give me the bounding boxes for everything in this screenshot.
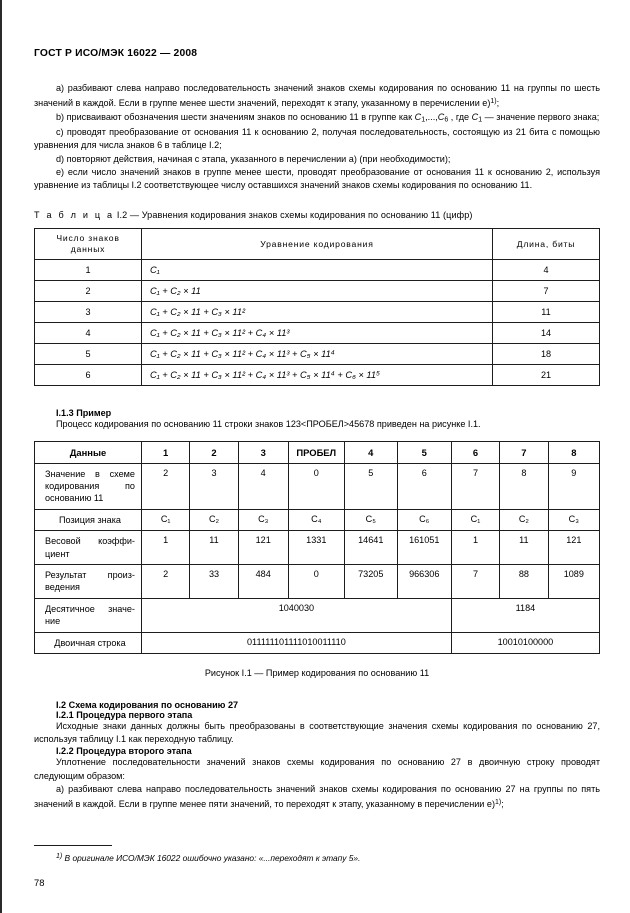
- figure-row-value-cell: 0: [288, 463, 344, 509]
- figure-row-position-cell: C₆: [397, 509, 451, 530]
- list-item-b-pre: b) присваивают обозначения шести значениям знаков по основанию 11 в группе как: [56, 111, 415, 122]
- figure-row-weight-cell: 11: [500, 531, 548, 565]
- table-row: [35, 365, 600, 386]
- footnote-ref-1: 1): [490, 98, 497, 106]
- list-item-c: c) проводят преобразование от основания 11 к основанию 2, получая последовательность, состоящую из 21 бита с помощью уравнения для числа знаков 6 в таблице I.2;: [34, 127, 600, 151]
- figure-row-value-cell: 8: [500, 463, 548, 509]
- list-item-a: [34, 82, 600, 111]
- figure-row-product-cell: 88: [500, 564, 548, 598]
- figure-row-weight-cell: 1: [451, 531, 499, 565]
- table-i2-cell-count: 2: [35, 281, 142, 302]
- table-i2-body: [35, 260, 600, 386]
- table-i2-head: [35, 229, 600, 260]
- list-item-b-tail: — значение первого знака;: [482, 111, 600, 122]
- figure-row-value-cell: 4: [238, 463, 288, 509]
- figure-row-decimal-label: Десятичное значе-ние: [35, 598, 142, 632]
- table-row: [35, 564, 600, 598]
- example-text: Процесс кодирования по основанию 11 строки знаков 123<ПРОБЕЛ>45678 приведен на рисунке I.1.: [56, 419, 481, 430]
- symbol-c6-sub: 6: [444, 116, 449, 124]
- heading-i13: I.1.3 Пример: [56, 408, 112, 419]
- footnote-text: В оригинале ИСО/МЭК 16022 ошибочно указано: «...переходят к этапу 5».: [62, 853, 361, 864]
- table-i2-cell-count: 5: [35, 344, 142, 365]
- figure-row-product-cell: 2: [141, 564, 189, 598]
- table-i2-cell-equation: C₁ + C₂ × 11 + C₃ × 11² + C₄ × 11³: [142, 323, 493, 344]
- figure-row-position-cell: C₂: [190, 509, 238, 530]
- table-i2: [34, 228, 600, 386]
- symbol-c6: C: [437, 111, 445, 122]
- table-row: [35, 344, 600, 365]
- figure-row-binary-label: Двоичная строка: [35, 632, 142, 653]
- figure-row-value-cell: 7: [451, 463, 499, 509]
- table-i2-cell-count: 1: [35, 260, 142, 281]
- figure-row-product-cell: 33: [190, 564, 238, 598]
- figure-row-product-cell: 7: [451, 564, 499, 598]
- table-i2-cell-equation: C₁: [142, 260, 493, 281]
- table-row: [35, 598, 600, 632]
- table-i2-header-row: [35, 229, 600, 260]
- figure-table-col-header: 7: [500, 441, 548, 463]
- figure-row-weight-cell: 14641: [344, 531, 397, 565]
- figure-row-position-cell: C₂: [500, 509, 548, 530]
- figure-table-header-row: [35, 441, 600, 463]
- section-i22-list-item-a: [34, 783, 600, 812]
- figure-row-binary-cell: 10010100000: [451, 632, 599, 653]
- table-i2-cell-equation: C₁ + C₂ × 11 + C₃ × 11²: [142, 302, 493, 323]
- figure-row-value-cell: 3: [190, 463, 238, 509]
- table-i2-cell-length: 21: [493, 365, 600, 386]
- table-row: [35, 302, 600, 323]
- figure-row-position-cell: C₃: [238, 509, 288, 530]
- heading-i22: I.2.2 Процедура второго этапа: [56, 746, 192, 757]
- figure-row-product-label: Результат произ-ведения: [35, 564, 142, 598]
- figure-table-col-header: 5: [397, 441, 451, 463]
- figure-row-position-cell: C₃: [548, 509, 599, 530]
- figure-i1-caption: Рисунок I.1 — Пример кодирования по основанию 11: [204, 667, 430, 678]
- figure-row-weight-cell: 11: [190, 531, 238, 565]
- table-i2-cell-length: 4: [493, 260, 600, 281]
- table-i2-cell-count: 3: [35, 302, 142, 323]
- figure-row-weight-cell: 1: [141, 531, 189, 565]
- page-content: [34, 0, 600, 888]
- figure-row-value-cell: 6: [397, 463, 451, 509]
- table-row: [35, 281, 600, 302]
- figure-table-body: [35, 463, 600, 653]
- example-section: [34, 408, 600, 431]
- section-i22-list-item-a-tail: ;: [501, 799, 504, 810]
- section-i21-text: Исходные знаки данных должны быть преобразованы в соответствующие значения схемы кодирования по основанию 27, используя таблицу I.1 как переходную таблицу.: [34, 720, 600, 745]
- list-item-b-mid: ,...,: [425, 111, 438, 122]
- page-number: 78: [34, 877, 45, 889]
- figure-table-col-header: 1: [141, 441, 189, 463]
- intro-paragraph-block: [34, 82, 600, 192]
- figure-row-position-cell: C₄: [288, 509, 344, 530]
- figure-table-col-header: 3: [238, 441, 288, 463]
- figure-i1-table: [34, 441, 600, 654]
- list-item-b-post: , где: [448, 111, 472, 122]
- table-row: [35, 463, 600, 509]
- figure-row-product-cell: 484: [238, 564, 288, 598]
- figure-row-product-cell: 1089: [548, 564, 599, 598]
- table-i2-cell-length: 14: [493, 323, 600, 344]
- figure-row-product-cell: 0: [288, 564, 344, 598]
- footnote-ref-1b: 1): [495, 798, 502, 806]
- footnote-separator: [34, 845, 112, 846]
- list-item-d: d) повторяют действия, начиная с этапа, указанного в перечислении a) (при необходимости);: [56, 153, 451, 164]
- figure-row-position-cell: C₁: [451, 509, 499, 530]
- table-i2-caption-text: I.2 — Уравнения кодирования знаков схемы кодирования по основанию 11 (цифр): [114, 210, 473, 221]
- figure-table-col-header: 8: [548, 441, 599, 463]
- symbol-c1-sub: 1: [421, 116, 426, 124]
- figure-row-position-cell: C₅: [344, 509, 397, 530]
- figure-row-weight-cell: 161051: [397, 531, 451, 565]
- table-i2-cell-count: 6: [35, 365, 142, 386]
- figure-table-col-header: 6: [451, 441, 499, 463]
- heading-i2: I.2 Схема кодирования по основанию 27: [56, 699, 239, 710]
- table-i2-header-equation: Уравнение кодирования: [142, 229, 493, 260]
- table-row: [35, 509, 600, 530]
- footnote-1: [34, 851, 600, 864]
- figure-row-binary-cell: 011111101111010011110: [141, 632, 451, 653]
- symbol-c1: C: [414, 111, 422, 122]
- table-i2-cell-count: 4: [35, 323, 142, 344]
- list-item-b: [34, 111, 600, 127]
- figure-row-position-label: Позиция знака: [35, 509, 142, 530]
- figure-table-col-header: ПРОБЕЛ: [288, 441, 344, 463]
- figure-row-decimal-cell: 1184: [451, 598, 599, 632]
- figure-row-value-label: Значение в схеме кодирования по основанию 11: [35, 463, 142, 509]
- document-standard-header: ГОСТ Р ИСО/МЭК 16022 — 2008: [34, 48, 198, 59]
- table-i2-caption: [34, 210, 600, 220]
- figure-row-value-cell: 2: [141, 463, 189, 509]
- figure-row-weight-label: Весовой коэффи-циент: [35, 531, 142, 565]
- figure-row-product-cell: 966306: [397, 564, 451, 598]
- table-i2-header-count: Число знаков данных: [35, 229, 142, 260]
- figure-table-col-header: 4: [344, 441, 397, 463]
- figure-table-head: [35, 441, 600, 463]
- table-row: [35, 531, 600, 565]
- figure-row-position-cell: C₁: [141, 509, 189, 530]
- table-row: [35, 632, 600, 653]
- table-row: [35, 323, 600, 344]
- list-item-a-tail: ;: [496, 98, 500, 109]
- figure-row-value-cell: 5: [344, 463, 397, 509]
- figure-table-col-header: 2: [190, 441, 238, 463]
- figure-row-weight-cell: 121: [548, 531, 599, 565]
- figure-row-product-cell: 73205: [344, 564, 397, 598]
- table-i2-caption-label: Т а б л и ц а: [34, 210, 115, 221]
- section-i2-block: [34, 700, 600, 811]
- table-i2-cell-equation: C₁ + C₂ × 11: [142, 281, 493, 302]
- table-row: [35, 260, 600, 281]
- heading-i21: I.2.1 Процедура первого этапа: [56, 709, 193, 720]
- table-i2-cell-equation: C₁ + C₂ × 11 + C₃ × 11² + C₄ × 11³ + C₅ × 11⁴: [142, 344, 493, 365]
- table-i2-cell-length: 11: [493, 302, 600, 323]
- table-i2-cell-length: 7: [493, 281, 600, 302]
- section-i22-list-item-a-text: a) разбивают слева направо последовательность значений знаков схемы кодирования по основанию 27 на группы по пять значений в каждой. Если в группе менее пяти значений, то переходят к этапу, указанному в перечислении e): [34, 783, 600, 810]
- figure-row-weight-cell: 1331: [288, 531, 344, 565]
- figure-row-weight-cell: 121: [238, 531, 288, 565]
- figure-row-decimal-cell: 1040030: [141, 598, 451, 632]
- figure-row-value-cell: 9: [548, 463, 599, 509]
- table-i2-header-length: Длина, биты: [493, 229, 600, 260]
- section-i22-text: Уплотнение последовательности значений знаков схемы кодирования по основанию 27 в двоичную строку проводят следующим образом:: [34, 757, 600, 781]
- symbol-c1-second-sub: 1: [478, 116, 483, 124]
- table-i2-cell-length: 18: [493, 344, 600, 365]
- table-i2-cell-equation: C₁ + C₂ × 11 + C₃ × 11² + C₄ × 11³ + C₅ × 11⁴ + C₆ × 11⁵: [142, 365, 493, 386]
- list-item-a-text: a) разбивают слева направо последовательность значений знаков схемы кодирования по основанию 11 на группы по шесть значений в каждой. Если в группе менее шести значений, переходят к этапу, указанному в перечислении e): [34, 83, 600, 109]
- list-item-e: e) если число значений знаков в группе менее шести, проводят преобразование от основания 11 к основанию 2, используя уравнение из таблицы I.2 соответствующее числу оставшихся значений знаков схемы кодирования по основанию 11.: [34, 166, 600, 191]
- figure-table-header-data: Данные: [35, 441, 142, 463]
- symbol-c1-second: C: [471, 111, 479, 122]
- footnote-marker: 1): [56, 853, 63, 861]
